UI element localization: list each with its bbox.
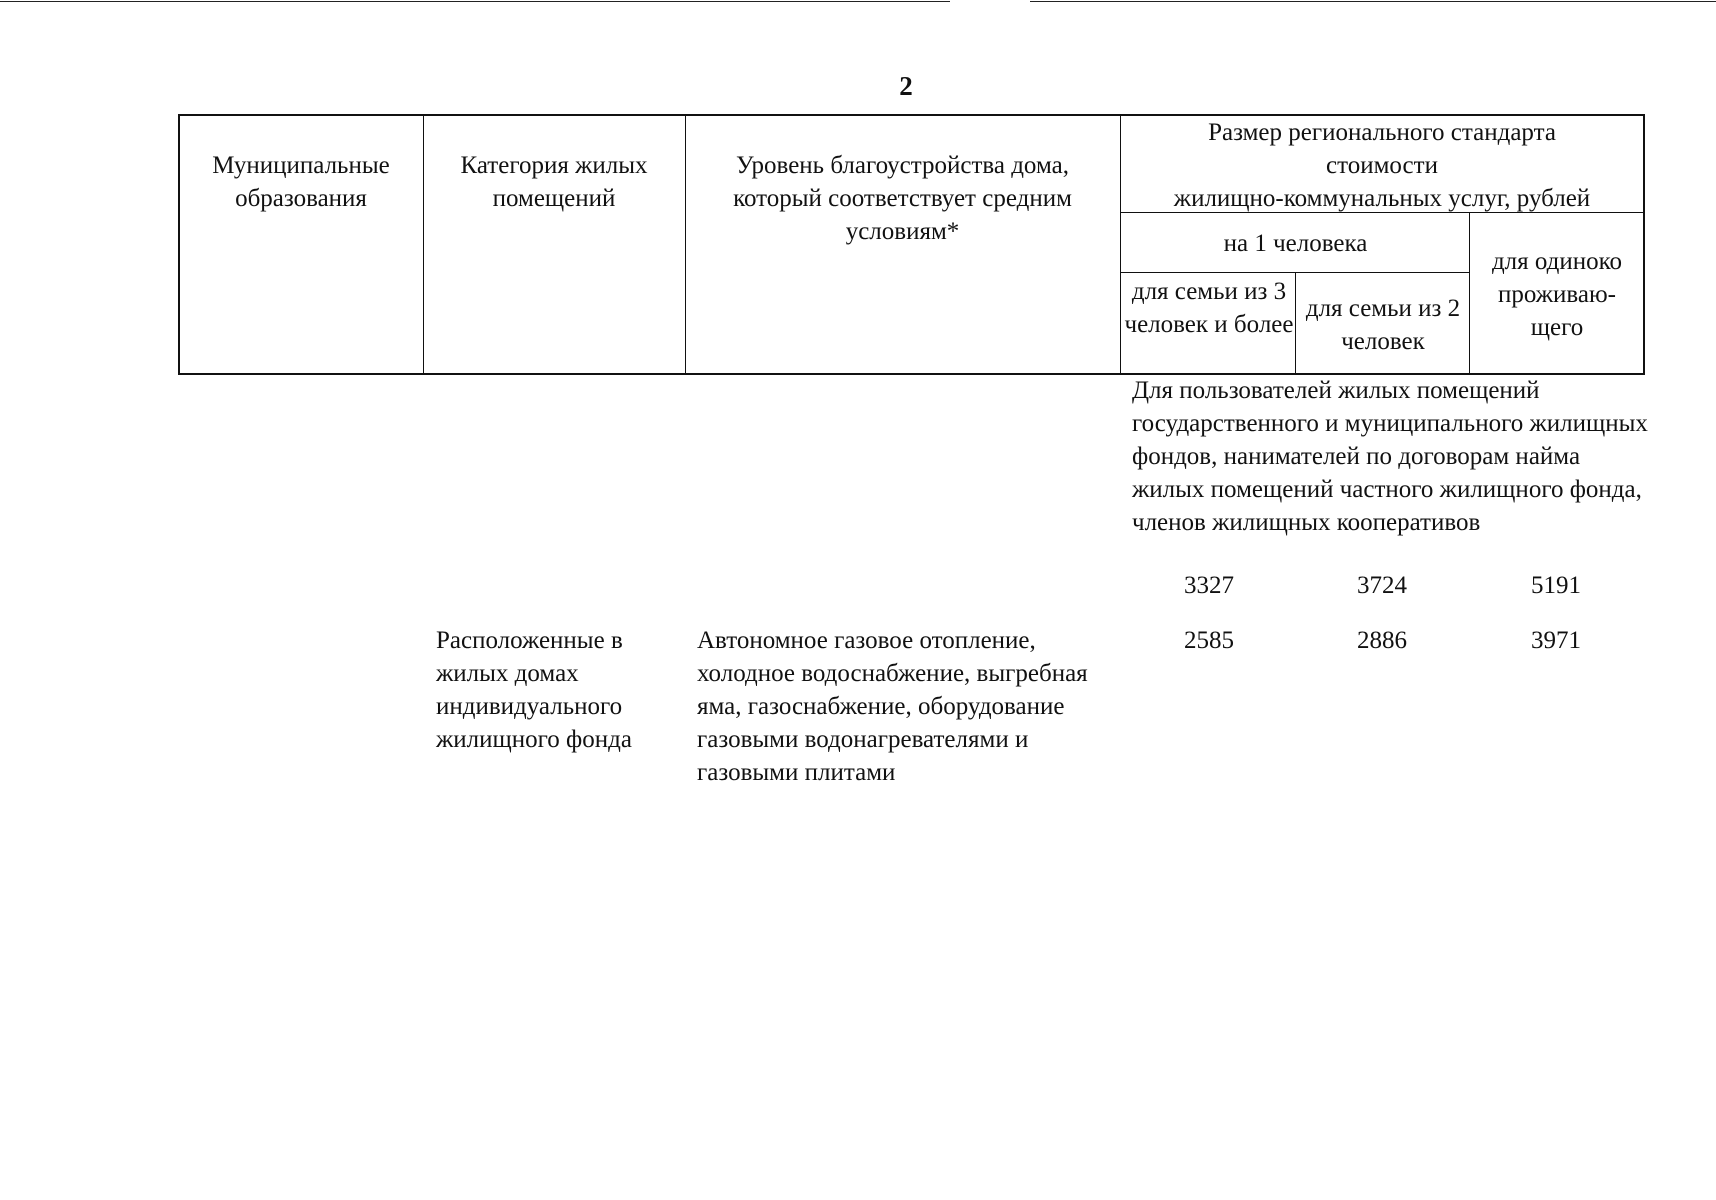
cell-single: 5191 — [1531, 572, 1581, 599]
header-standard-2: стоимости — [1326, 152, 1438, 179]
cell-family2: 2886 — [1357, 627, 1407, 654]
column-divider — [1295, 272, 1296, 374]
header-category: Категория жилых помещений — [460, 152, 648, 212]
column-divider — [685, 114, 686, 375]
header-standard-3: жилищно-коммунальных услуг, рублей — [1173, 185, 1591, 212]
column-divider — [423, 114, 424, 375]
header-per-person: на 1 человека — [1223, 230, 1368, 257]
cell-family3: 3327 — [1184, 572, 1234, 599]
section-title: Для пользователей жилых помещений государственного и муниципального жилищных фондов, нанимателей по договорам найма жилых помещений частного жилищного фонда, членов жилищных кооперативов — [1132, 377, 1648, 536]
header-municipal: Муниципальные образования — [212, 152, 390, 212]
header-standard-1: Размер регионального стандарта — [1208, 119, 1556, 146]
table-border — [1643, 114, 1645, 375]
column-divider — [1469, 212, 1470, 374]
cell-single: 3971 — [1531, 627, 1581, 654]
scan-edge — [1030, 1, 1716, 2]
cell-family3: 2585 — [1184, 627, 1234, 654]
cell-level: Автономное газовое отопление, холодное водоснабжение, выгребная яма, газоснабжение, оборудование газовыми водонагревателями и газовыми плитами — [697, 627, 1088, 786]
header-family3: для семьи из 3 человек и более — [1124, 278, 1294, 338]
header-family2: для семьи из 2 человек — [1305, 295, 1461, 355]
header-level: Уровень благоустройства дома, который соответствует средним условиям* — [733, 152, 1072, 245]
cell-category: Расположенные в жилых домах индивидуального жилищного фонда — [436, 627, 632, 753]
scan-edge — [0, 1, 950, 2]
column-divider — [1120, 114, 1121, 375]
header-single: для одиноко проживаю-щего — [1491, 248, 1623, 341]
page-number: 2 — [899, 71, 913, 101]
table-border — [178, 114, 180, 375]
cell-family2: 3724 — [1357, 572, 1407, 599]
